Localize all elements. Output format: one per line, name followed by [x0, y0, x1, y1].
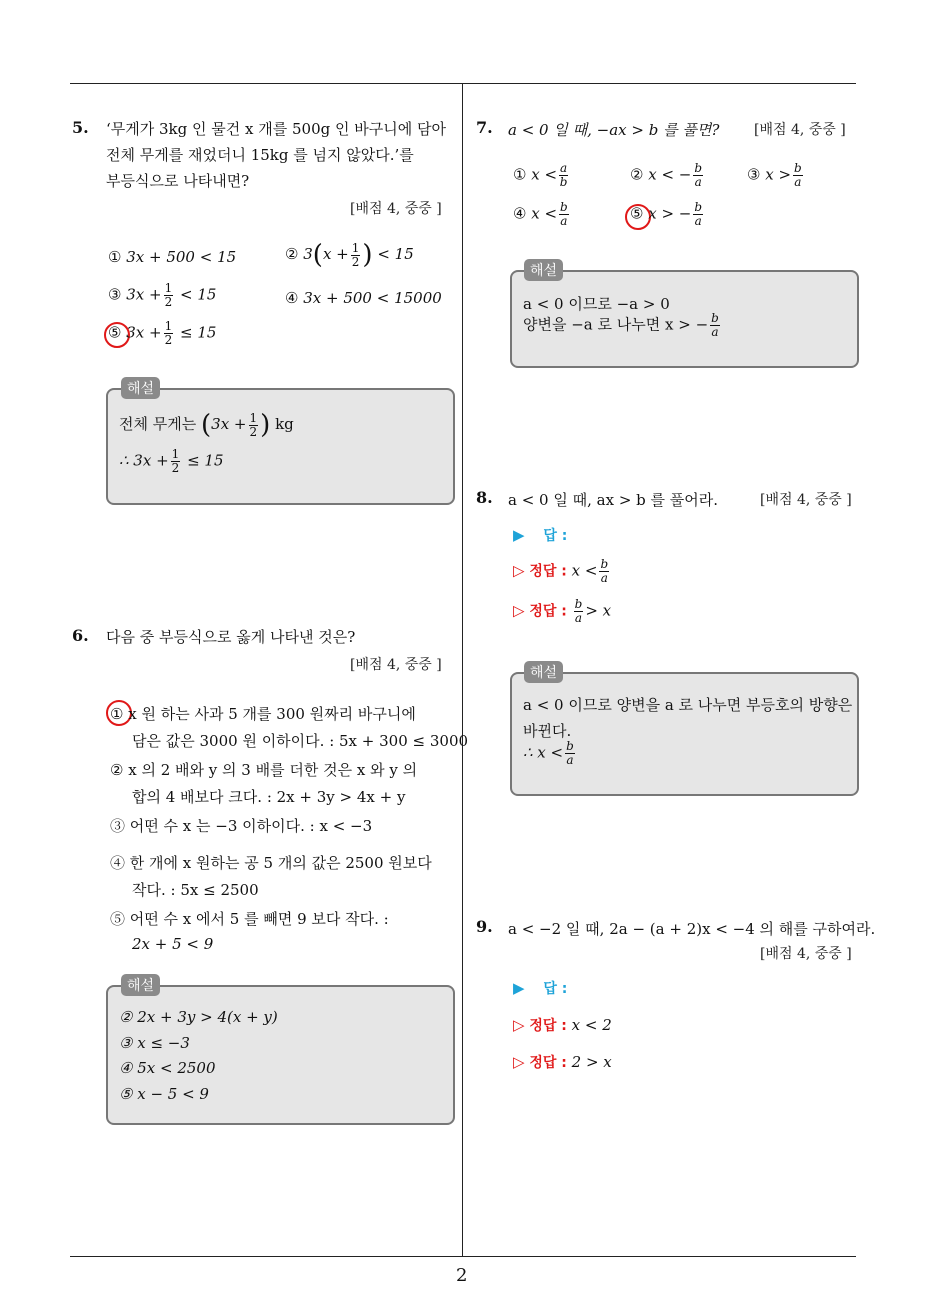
q6-option-2[interactable]: ② x 의 2 배와 y 의 3 배를 더한 것은 x 와 y 의 — [110, 761, 418, 779]
fraction: $\frac{b}{a}$ — [574, 597, 583, 625]
q6-solution-line2: ③ x ≤ −3 — [119, 1034, 190, 1052]
q5-option-2[interactable]: ② 3(x + $\frac{1}{2}$ ) < 15 — [285, 240, 414, 270]
q6-option-2-cont: 합의 4 배보다 크다. : 2x + 3y > 4x + y — [132, 788, 406, 806]
q9-correct-2: ▷ 정답 : 2 > x — [513, 1053, 612, 1071]
correct-arrow-icon: ▷ — [513, 601, 525, 620]
q7-text: a < 0 일 때, −ax > b 를 풀면? — [508, 121, 720, 139]
fraction: $\frac{1}{2}$ — [171, 447, 180, 475]
q5-solution-box — [106, 388, 455, 505]
q9-answer-field[interactable]: ▶ 답 : — [513, 979, 568, 997]
q9-number: 9. — [476, 917, 493, 936]
q8-solution-line2: 바뀐다. — [523, 722, 572, 740]
fraction: $\frac{b}{a}$ — [711, 311, 719, 339]
q8-solution-line1: a < 0 이므로 양변을 a 로 나누면 부등호의 방향은 — [523, 696, 853, 714]
q6-option-4[interactable]: ④ 한 개에 x 원하는 공 5 개의 값은 2500 원보다 — [110, 854, 432, 872]
q6-solution-line3: ④ 5x < 2500 — [119, 1059, 216, 1077]
column-divider — [462, 84, 463, 1256]
fraction: $\frac{1}{2}$ — [164, 281, 173, 309]
page-number: 2 — [456, 1265, 468, 1286]
q8-correct-1: ▷ 정답 : x < $\frac{b}{a}$ — [513, 557, 609, 585]
q9-text: a < −2 일 때, 2a − (a + 2)x < −4 의 해를 구하여라. — [508, 920, 876, 938]
q6-text: 다음 중 부등식으로 옳게 나타낸 것은? — [106, 628, 356, 646]
fraction: $\frac{a}{b}$ — [559, 161, 568, 189]
q5-text-line2: 전체 무게를 재었더니 15kg 를 넘지 않았다.’를 — [106, 146, 414, 164]
q7-solution-tag: 해설 — [524, 259, 563, 281]
fraction: $\frac{b}{a}$ — [694, 200, 703, 228]
q6-option-4-cont: 작다. : 5x ≤ 2500 — [132, 881, 259, 899]
q7-option-2[interactable]: ② x < − $\frac{b}{a}$ — [630, 161, 703, 189]
q7-option-5[interactable]: ⑤ x > − $\frac{b}{a}$ — [630, 200, 703, 228]
q5-number: 5. — [72, 118, 89, 137]
fraction: $\frac{b}{a}$ — [694, 161, 703, 189]
q8-number: 8. — [476, 488, 493, 507]
q6-solution-tag: 해설 — [121, 974, 160, 996]
correct-arrow-icon: ▷ — [513, 1053, 525, 1071]
fraction: $\frac{1}{2}$ — [249, 410, 258, 439]
q5-text-line1: ‘무게가 3kg 인 물건 x 개를 500g 인 바구니에 담아 — [106, 120, 446, 138]
q7-meta: [배점 4, 중중 ] — [754, 122, 846, 138]
q8-correct-2: ▷ 정답 : $\frac{b}{a}$ > x — [513, 597, 612, 625]
q7-solution-line1: a < 0 이므로 −a > 0 — [523, 295, 670, 313]
q6-solution-line1: ② 2x + 3y > 4(x + y) — [119, 1008, 278, 1026]
q8-solution-tag: 해설 — [524, 661, 563, 683]
q5-option-1[interactable]: ① 3x + 500 < 15 — [108, 248, 237, 266]
q7-option-3[interactable]: ③ x > $\frac{b}{a}$ — [747, 161, 802, 189]
q7-solution-line2: 양변을 −a 로 나누면 x > − $\frac{b}{a}$ — [523, 311, 719, 339]
fraction: $\frac{1}{2}$ — [351, 240, 360, 269]
q6-option-1-cont: 담은 값은 3000 원 이하이다. : 5x + 300 ≤ 3000 — [132, 732, 469, 750]
q5-solution-line1: 전체 무게는 (3x + $\frac{1}{2}$ ) kg — [119, 410, 294, 440]
q6-number: 6. — [72, 626, 89, 645]
top-rule — [70, 83, 856, 84]
q9-correct-1: ▷ 정답 : x < 2 — [513, 1016, 612, 1034]
answer-arrow-icon: ▶ — [513, 979, 525, 997]
q5-option-4[interactable]: ④ 3x + 500 < 15000 — [285, 289, 442, 307]
q9-meta: [배점 4, 중중 ] — [760, 946, 852, 962]
fraction: $\frac{b}{a}$ — [600, 557, 609, 585]
q6-meta: [배점 4, 중중 ] — [350, 657, 442, 673]
q6-option-3[interactable]: ③ 어떤 수 x 는 −3 이하이다. : x < −3 — [110, 817, 373, 835]
bottom-rule — [70, 1256, 856, 1257]
q6-option-5[interactable]: ⑤ 어떤 수 x 에서 5 를 빼면 9 보다 작다. : — [110, 910, 389, 928]
correct-arrow-icon: ▷ — [513, 1016, 525, 1034]
fraction: $\frac{b}{a}$ — [560, 200, 568, 228]
q8-meta: [배점 4, 중중 ] — [760, 492, 852, 508]
answer-arrow-icon: ▶ — [513, 526, 525, 544]
q8-solution-line3: ∴ x < $\frac{b}{a}$ — [523, 739, 574, 767]
q5-text-line3: 부등식으로 나타내면? — [106, 172, 250, 190]
q5-option-5[interactable]: ⑤ 3x + $\frac{1}{2}$ ≤ 15 — [108, 319, 217, 347]
q6-solution-box — [106, 985, 455, 1125]
q8-text: a < 0 일 때, ax > b 를 풀어라. — [508, 491, 719, 509]
q5-solution-tag: 해설 — [121, 377, 160, 399]
fraction: $\frac{b}{a}$ — [566, 739, 574, 767]
q8-answer-field[interactable]: ▶ 답 : — [513, 526, 568, 544]
q7-option-1[interactable]: ① x < $\frac{a}{b}$ — [513, 161, 568, 189]
correct-arrow-icon: ▷ — [513, 561, 525, 580]
q6-solution-line4: ⑤ x − 5 < 9 — [119, 1085, 209, 1103]
q6-option-1[interactable]: ① x 원 하는 사과 5 개를 300 원짜리 바구니에 — [110, 705, 416, 723]
q6-option-5-cont: 2x + 5 < 9 — [132, 935, 214, 953]
q7-number: 7. — [476, 118, 493, 137]
fraction: $\frac{b}{a}$ — [794, 161, 802, 189]
fraction: $\frac{1}{2}$ — [164, 319, 173, 347]
q5-option-3[interactable]: ③ 3x + $\frac{1}{2}$ < 15 — [108, 281, 217, 309]
q7-option-4[interactable]: ④ x < $\frac{b}{a}$ — [513, 200, 568, 228]
q5-solution-line2: ∴ 3x + $\frac{1}{2}$ ≤ 15 — [119, 447, 224, 475]
q5-meta: [배점 4, 중중 ] — [350, 201, 442, 217]
